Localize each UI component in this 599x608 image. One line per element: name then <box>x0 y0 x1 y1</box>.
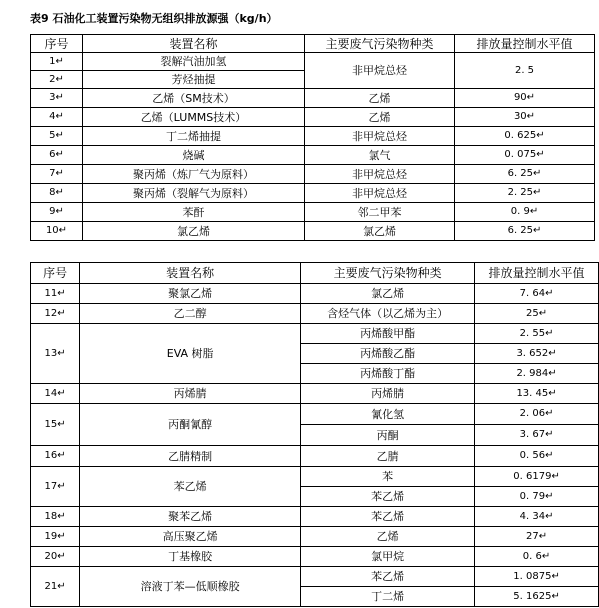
row-device: 氯乙烯 <box>83 222 305 241</box>
row-device: 聚丙烯（裂解气为原料） <box>83 184 305 203</box>
row-value: 3. 67↵ <box>475 425 599 446</box>
row-value: 4. 34↵ <box>475 507 599 527</box>
row-value: 27↵ <box>475 527 599 547</box>
row-value: 1. 0875↵ <box>475 567 599 587</box>
emission-table-part1 <box>30 34 595 241</box>
row-pollutant: 乙烯 <box>305 89 455 108</box>
row-pollutant: 氯乙烯 <box>305 222 455 241</box>
row-device: 乙二醇 <box>80 304 301 324</box>
row-value: 0. 6179↵ <box>475 467 599 487</box>
row-value: 6. 25↵ <box>455 165 595 184</box>
row-pollutant: 氯气 <box>305 146 455 165</box>
row-pollutant: 非甲烷总烃 <box>305 165 455 184</box>
header-pollutant: 主要废气污染物种类 <box>305 35 455 53</box>
row-no: 18↵ <box>31 507 80 527</box>
row-device: 丙烯腈 <box>80 384 301 404</box>
row-pollutant: 含烃气体（以乙烯为主） <box>301 304 475 324</box>
row-value: 3. 652↵ <box>475 344 599 364</box>
row-pollutant: 苯乙烯 <box>301 507 475 527</box>
row-device: 乙烯（SM技术） <box>83 89 305 108</box>
row-no: 19↵ <box>31 527 80 547</box>
header-device: 装置名称 <box>80 263 301 284</box>
row-pollutant: 苯 <box>301 467 475 487</box>
row-pollutant: 乙烯 <box>305 108 455 127</box>
table-row <box>31 203 595 222</box>
table-row <box>31 324 599 344</box>
row-pollutant: 非甲烷总烃 <box>305 127 455 146</box>
row-pollutant: 丙烯酸丁酯 <box>301 364 475 384</box>
table-row <box>31 527 599 547</box>
row-pollutant: 氯乙烯 <box>301 284 475 304</box>
row-no: 15↵ <box>31 404 80 446</box>
row-no: 3↵ <box>31 89 83 108</box>
row-pollutant: 邻二甲苯 <box>305 203 455 222</box>
table-row <box>31 53 595 71</box>
row-device: 高压聚乙烯 <box>80 527 301 547</box>
row-no: 13↵ <box>31 324 80 384</box>
row-pollutant: 丙烯腈 <box>301 384 475 404</box>
row-device: 乙烯（LUMMS技术） <box>83 108 305 127</box>
row-value: 30↵ <box>455 108 595 127</box>
emission-table-part2 <box>30 262 599 607</box>
table-row <box>31 567 599 587</box>
row-device: 芳烃抽提 <box>83 71 305 89</box>
table-row <box>31 404 599 425</box>
row-no: 17↵ <box>31 467 80 507</box>
table-row <box>31 89 595 108</box>
row-pollutant: 乙烯 <box>301 527 475 547</box>
row-value: 7. 64↵ <box>475 284 599 304</box>
row-device: EVA 树脂 <box>80 324 301 384</box>
row-no: 2↵ <box>31 71 83 89</box>
row-value: 2. 5 <box>455 53 595 89</box>
row-no: 16↵ <box>31 446 80 467</box>
table-row <box>31 547 599 567</box>
table-row <box>31 184 595 203</box>
row-value: 0. 625↵ <box>455 127 595 146</box>
row-pollutant: 氯甲烷 <box>301 547 475 567</box>
header-no: 序号 <box>31 263 80 284</box>
row-value: 0. 6↵ <box>475 547 599 567</box>
row-pollutant: 苯乙烯 <box>301 487 475 507</box>
header-value: 排放量控制水平值 <box>475 263 599 284</box>
row-device: 溶液丁苯—低顺橡胶 <box>80 567 301 607</box>
table-row <box>31 222 595 241</box>
row-pollutant: 丙烯酸乙酯 <box>301 344 475 364</box>
row-device: 裂解汽油加氢 <box>83 53 305 71</box>
row-value: 2. 06↵ <box>475 404 599 425</box>
row-no: 21↵ <box>31 567 80 607</box>
table-title: 表9 石油化工装置污染物无组织排放源强（kg/h） <box>30 12 278 25</box>
row-no: 12↵ <box>31 304 80 324</box>
row-pollutant: 乙腈 <box>301 446 475 467</box>
row-no: 8↵ <box>31 184 83 203</box>
row-device: 苯乙烯 <box>80 467 301 507</box>
row-device: 丙酮氰醇 <box>80 404 301 446</box>
row-value: 0. 79↵ <box>475 487 599 507</box>
row-value: 90↵ <box>455 89 595 108</box>
table-row <box>31 127 595 146</box>
table-row <box>31 507 599 527</box>
row-device: 乙腈精制 <box>80 446 301 467</box>
row-no: 1↵ <box>31 53 83 71</box>
header-no: 序号 <box>31 35 83 53</box>
table-row <box>31 284 599 304</box>
row-no: 7↵ <box>31 165 83 184</box>
row-value: 2. 984↵ <box>475 364 599 384</box>
row-pollutant: 非甲烷总烃 <box>305 53 455 89</box>
table-header-row <box>31 263 599 284</box>
row-value: 0. 56↵ <box>475 446 599 467</box>
row-value: 25↵ <box>475 304 599 324</box>
table-row <box>31 165 595 184</box>
row-no: 9↵ <box>31 203 83 222</box>
row-device: 烧碱 <box>83 146 305 165</box>
row-value: 0. 075↵ <box>455 146 595 165</box>
row-no: 14↵ <box>31 384 80 404</box>
row-value: 2. 25↵ <box>455 184 595 203</box>
table-row <box>31 304 599 324</box>
row-no: 11↵ <box>31 284 80 304</box>
table-row <box>31 446 599 467</box>
row-device: 丁基橡胶 <box>80 547 301 567</box>
row-pollutant: 丙烯酸甲酯 <box>301 324 475 344</box>
header-pollutant: 主要废气污染物种类 <box>301 263 475 284</box>
row-pollutant: 丙酮 <box>301 425 475 446</box>
row-device: 聚氯乙烯 <box>80 284 301 304</box>
row-device: 苯酐 <box>83 203 305 222</box>
row-device: 聚苯乙烯 <box>80 507 301 527</box>
row-device: 聚丙烯（炼厂气为原料） <box>83 165 305 184</box>
row-value: 5. 1625↵ <box>475 587 599 607</box>
header-device: 装置名称 <box>83 35 305 53</box>
row-value: 13. 45↵ <box>475 384 599 404</box>
row-pollutant: 氰化氢 <box>301 404 475 425</box>
row-device: 丁二烯抽提 <box>83 127 305 146</box>
table-header-row <box>31 35 595 53</box>
row-value: 0. 9↵ <box>455 203 595 222</box>
table-row <box>31 108 595 127</box>
row-value: 6. 25↵ <box>455 222 595 241</box>
row-no: 20↵ <box>31 547 80 567</box>
row-pollutant: 非甲烷总烃 <box>305 184 455 203</box>
row-no: 5↵ <box>31 127 83 146</box>
row-value: 2. 55↵ <box>475 324 599 344</box>
row-no: 4↵ <box>31 108 83 127</box>
table-row <box>31 467 599 487</box>
row-no: 10↵ <box>31 222 83 241</box>
row-pollutant: 丁二烯 <box>301 587 475 607</box>
row-pollutant: 苯乙烯 <box>301 567 475 587</box>
header-value: 排放量控制水平值 <box>455 35 595 53</box>
table-row <box>31 384 599 404</box>
table-row <box>31 146 595 165</box>
row-no: 6↵ <box>31 146 83 165</box>
